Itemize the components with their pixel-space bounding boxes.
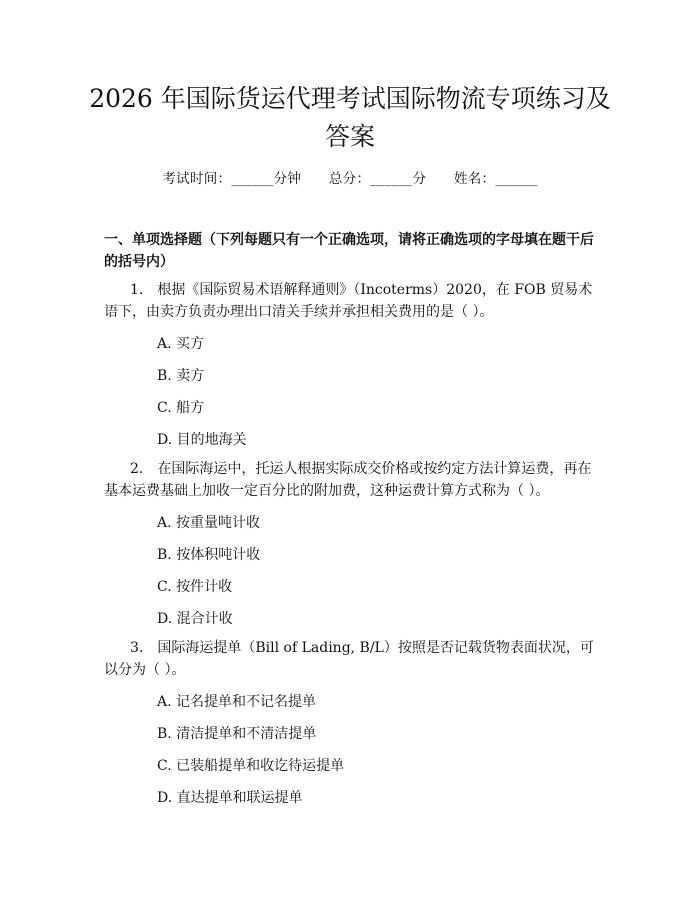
question-1-option-a: A. 买方 xyxy=(157,336,205,352)
question-3-option-d: D. 直达提单和联运提单 xyxy=(157,790,303,806)
question-3-stem: 3. 国际海运提单（Bill of Lading, B/L）按照是否记载货物表面状况，可以分为（ ）。 xyxy=(104,640,594,678)
question-2-stem: 2. 在国际海运中，托运人根据实际成交价格或按约定方法计算运费，再在基本运费基础上加收一定百分比的附加费，这种运费计算方式称为（ ）。 xyxy=(104,461,592,499)
exam-time-label: 考试时间：______分钟 xyxy=(162,171,302,187)
section-heading: 一、单项选择题（下列每题只有一个正确选项，请将正确选项的字母填在题干后的括号内） xyxy=(104,232,594,270)
document-title: 2026 年国际货运代理考试国际物流专项练习及答案 xyxy=(89,84,611,151)
question-1-option-b: B. 卖方 xyxy=(157,368,205,384)
name-label: 姓名：______ xyxy=(453,171,538,187)
question-1-option-d: D. 目的地海关 xyxy=(157,432,247,448)
question-3-option-c: C. 已装船提单和收讫待运提单 xyxy=(157,758,345,774)
question-1-option-c: C. 船方 xyxy=(157,400,205,416)
total-score-label: 总分：______分 xyxy=(328,171,427,187)
question-3-option-b: B. 清洁提单和不清洁提单 xyxy=(157,726,317,742)
question-2-option-d: D. 混合计收 xyxy=(157,611,233,627)
question-2-option-c: C. 按件计收 xyxy=(157,579,233,595)
question-3-option-a: A. 记名提单和不记名提单 xyxy=(157,694,317,710)
exam-info-line xyxy=(0,167,700,187)
question-1-stem: 1. 根据《国际贸易术语解释通则》（Incoterms）2020，在 FOB 贸易术语下，由卖方负责办理出口清关手续并承担相关费用的是（ ）。 xyxy=(104,282,593,320)
question-2-option-b: B. 按体积吨计收 xyxy=(157,547,261,563)
question-2-option-a: A. 按重量吨计收 xyxy=(157,515,261,531)
